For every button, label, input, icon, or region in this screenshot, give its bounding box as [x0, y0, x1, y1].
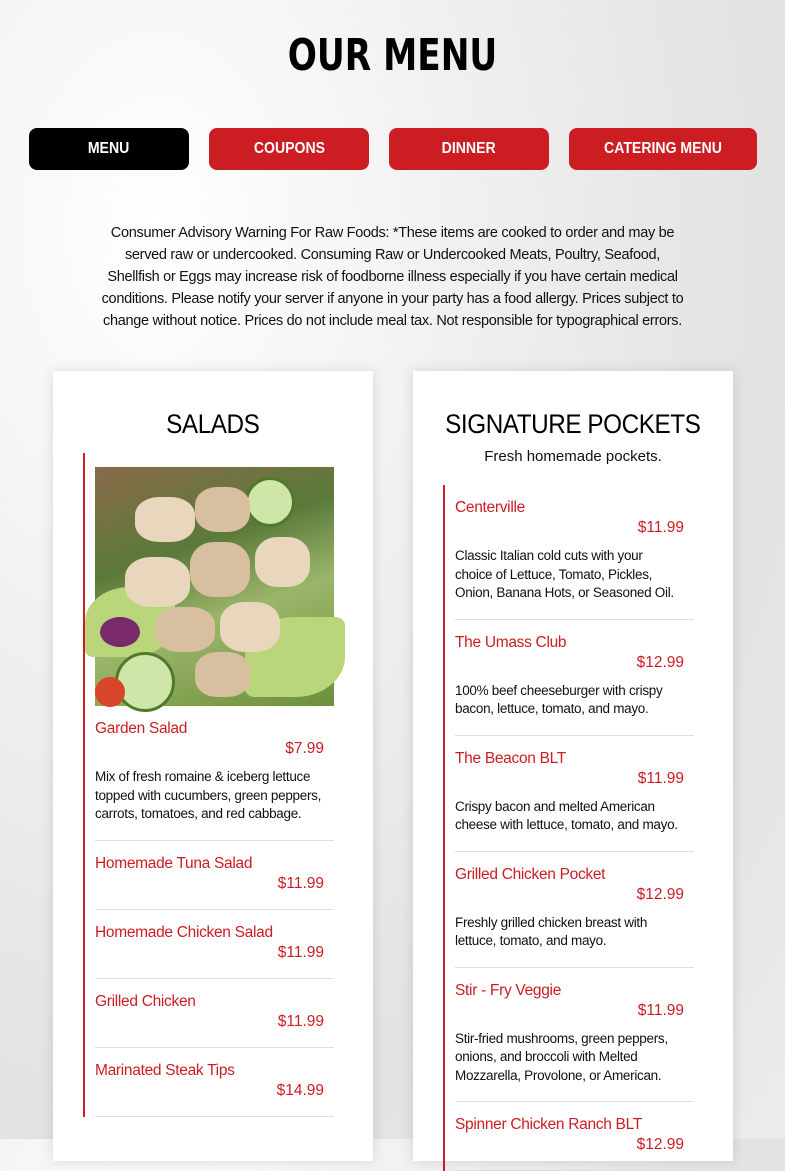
item-price: $12.99 — [636, 653, 684, 671]
menu-tabs — [0, 128, 785, 170]
tab-menu[interactable] — [29, 128, 189, 170]
item-price: $12.99 — [636, 885, 684, 903]
tab-dinner[interactable] — [389, 128, 549, 170]
salads-card — [53, 371, 373, 1161]
item-name: Stir - Fry Veggie — [455, 981, 562, 999]
tab-catering-menu[interactable] — [569, 128, 757, 170]
menu-item[interactable] — [95, 910, 334, 979]
item-price: $11.99 — [637, 519, 684, 536]
garden-salad-photo — [95, 467, 334, 706]
item-price: $14.99 — [276, 1081, 324, 1099]
tab-coupons[interactable] — [209, 128, 369, 170]
item-description: Classic Italian cold cuts with your choice of Lettuce, Tomato, Pickles, Onion, Banana Hots, or Seasoned Oil. — [455, 548, 674, 600]
item-name: Grilled Chicken — [95, 992, 196, 1010]
consumer-advisory: Consumer Advisory Warning For Raw Foods: *These items are cooked to order and may be served raw or undercooked. Consuming Raw or Undercooked Meats, Poultry, Seafood, Shellfish or Eggs may increase risk of foodborne illness especially if you have certain medical conditions. Please notify your server if anyone in your party has a food allergy. Prices subject to change without notice. Prices do not include meal tax. Not responsible for typographical errors. — [101, 225, 684, 329]
item-price: $12.99 — [636, 1136, 684, 1153]
pockets-title: SIGNATURE POCKETS — [445, 409, 701, 439]
item-description: 100% beef cheeseburger with crispy bacon, lettuce, tomato, and mayo. — [455, 682, 663, 716]
item-description: Freshly grilled chicken breast with lettuce, tomato, and mayo. — [455, 914, 648, 948]
menu-item[interactable] — [455, 968, 694, 1103]
menu-item[interactable] — [455, 620, 694, 736]
tab-coupons-label: COUPONS — [253, 140, 325, 157]
page-title: OUR MENU — [287, 30, 498, 81]
item-name: Homemade Tuna Salad — [95, 854, 253, 872]
item-name: Homemade Chicken Salad — [95, 923, 273, 941]
item-price: $11.99 — [277, 874, 324, 892]
menu-item[interactable] — [455, 485, 694, 620]
pockets-subtitle: Fresh homemade pockets. — [484, 448, 662, 465]
tab-menu-label: MENU — [88, 140, 130, 157]
item-name: Spinner Chicken Ranch BLT — [455, 1116, 642, 1133]
item-name: Marinated Steak Tips — [95, 1061, 235, 1079]
tab-dinner-label: DINNER — [442, 140, 496, 157]
item-name: The Beacon BLT — [455, 749, 566, 767]
item-description: Stir-fried mushrooms, green peppers, onions, and broccoli with Melted Mozzarella, Provolone, or American. — [455, 1030, 668, 1083]
item-price: $11.99 — [637, 1001, 684, 1019]
menu-item[interactable] — [95, 706, 334, 841]
item-name: Centerville — [455, 499, 525, 516]
item-price: $7.99 — [285, 740, 324, 757]
menu-item[interactable] — [95, 1048, 334, 1117]
item-price: $11.99 — [637, 769, 684, 787]
item-description: Mix of fresh romaine & iceberg lettuce topped with cucumbers, green peppers, carrots, tomatoes, and red cabbage. — [95, 769, 322, 821]
salads-list — [83, 453, 334, 1117]
menu-item[interactable] — [95, 979, 334, 1048]
menu-item[interactable] — [455, 852, 694, 968]
tab-catering-label: CATERING MENU — [604, 140, 722, 157]
item-description: Crispy bacon and melted American cheese with lettuce, tomato, and mayo. — [455, 798, 678, 832]
item-price: $11.99 — [277, 1012, 324, 1030]
item-name: Grilled Chicken Pocket — [455, 865, 606, 883]
menu-item[interactable] — [455, 736, 694, 852]
item-name: Garden Salad — [95, 720, 188, 737]
item-price: $11.99 — [277, 943, 324, 961]
menu-item[interactable] — [455, 1102, 694, 1171]
item-name: The Umass Club — [455, 633, 567, 651]
pockets-card — [413, 371, 733, 1161]
menu-item[interactable] — [95, 841, 334, 910]
salads-title: SALADS — [166, 409, 260, 439]
pockets-list — [443, 485, 694, 1171]
